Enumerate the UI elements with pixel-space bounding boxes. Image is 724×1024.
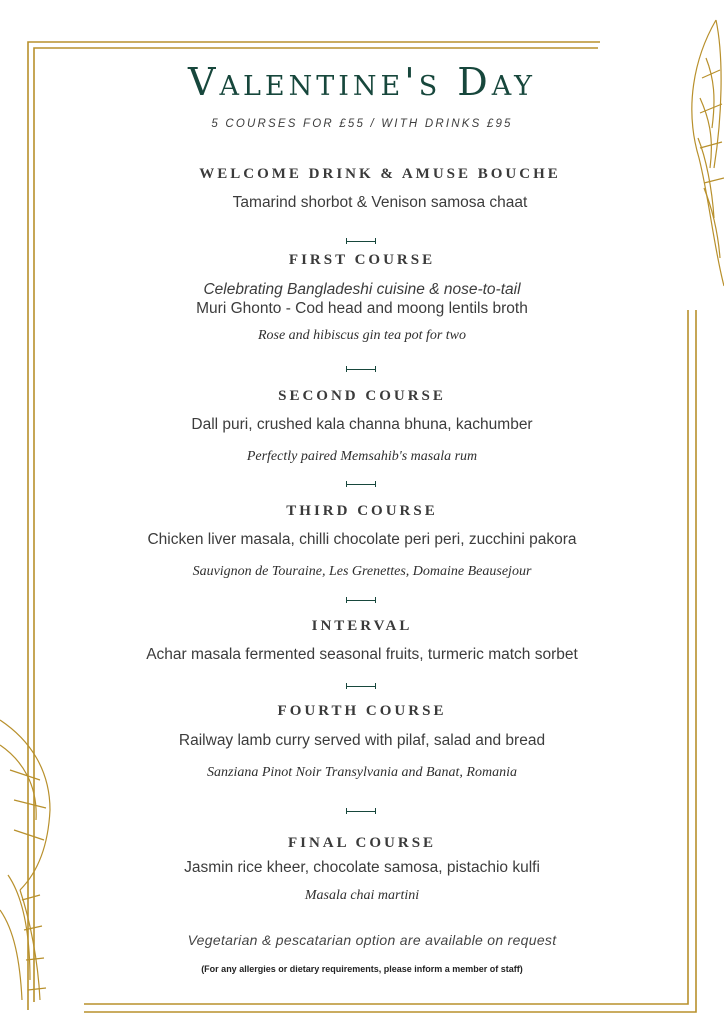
course-pairing: Perfectly paired Memsahib's masala rum xyxy=(246,449,478,464)
allergy-note: (For any allergies or dietary requirements, please inform a member of staff) xyxy=(201,964,523,974)
course-dish: Tamarind shorbot & Venison samosa chaat xyxy=(232,194,528,211)
course-dish: Jasmin rice kheer, chocolate samosa, pistachio kulfi xyxy=(184,859,540,876)
course-heading: SECOND COURSE xyxy=(278,388,446,404)
course-dish: Achar masala fermented seasonal fruits, turmeric match sorbet xyxy=(146,646,578,663)
divider-icon xyxy=(346,238,376,244)
divider-icon xyxy=(346,366,376,372)
page-title: Valentine's Day xyxy=(188,60,536,104)
page-subtitle: 5 COURSES FOR £55 / WITH DRINKS £95 xyxy=(211,118,513,130)
course-pairing: Rose and hibiscus gin tea pot for two xyxy=(257,328,467,343)
dietary-note: Vegetarian & pescatarian option are available on request xyxy=(187,932,557,948)
course-intro: Celebrating Bangladeshi cuisine & nose-to-tail xyxy=(203,281,521,298)
divider-icon xyxy=(346,597,376,603)
course-dish: Dall puri, crushed kala channa bhuna, kachumber xyxy=(191,416,533,433)
course-dish: Muri Ghonto - Cod head and moong lentils broth xyxy=(196,300,528,317)
course-heading: THIRD COURSE xyxy=(286,503,438,519)
course-pairing: Sauvignon de Touraine, Les Grenettes, Domaine Beausejour xyxy=(192,564,532,579)
divider-icon xyxy=(346,808,376,814)
divider-icon xyxy=(346,683,376,689)
course-heading: WELCOME DRINK & AMUSE BOUCHE xyxy=(199,166,561,182)
course-dish: Chicken liver masala, chilli chocolate peri peri, zucchini pakora xyxy=(147,531,577,548)
course-dish: Railway lamb curry served with pilaf, salad and bread xyxy=(178,732,546,749)
leaf-ornament-icon xyxy=(0,700,70,1020)
course-pairing: Sanziana Pinot Noir Transylvania and Banat, Romania xyxy=(207,765,517,780)
course-pairing: Masala chai martini xyxy=(304,888,420,903)
course-heading: FOURTH COURSE xyxy=(277,703,447,719)
course-heading: INTERVAL xyxy=(311,618,413,634)
leaf-ornament-icon xyxy=(654,18,724,288)
course-heading: FINAL COURSE xyxy=(287,835,437,851)
divider-icon xyxy=(346,481,376,487)
course-heading: FIRST COURSE xyxy=(288,252,436,268)
